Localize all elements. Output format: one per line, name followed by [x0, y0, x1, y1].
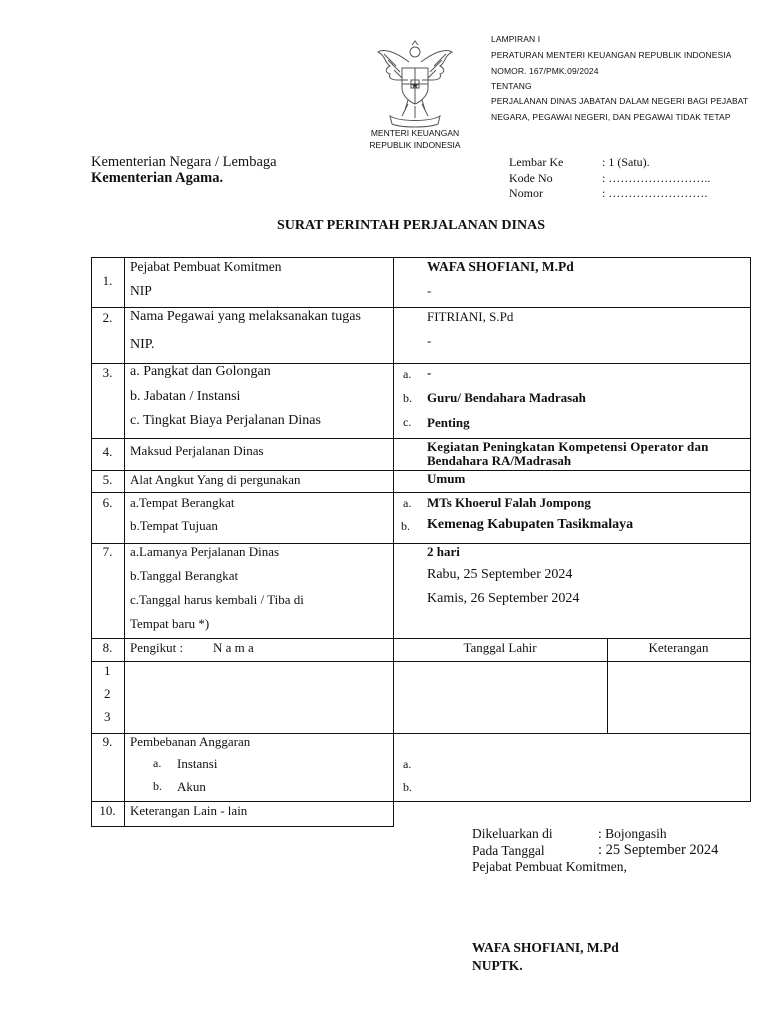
row-9-mark-b: b. — [403, 780, 412, 794]
row-3-mark-b: b. — [403, 391, 412, 405]
row-3-label-a: a. Pangkat dan Golongan — [130, 364, 271, 379]
row-8-number: 8. — [102, 640, 113, 655]
row-1-label-b: NIP — [130, 283, 152, 298]
row-3-value-a: - — [427, 365, 432, 380]
row-4-value-line1: Kegiatan Peningkatan Kompetensi Operator dan — [427, 439, 709, 454]
document-title: SURAT PERINTAH PERJALANAN DINAS — [277, 218, 545, 233]
issued-date-label: Pada Tanggal — [472, 843, 545, 858]
officer-title: Pejabat Pembuat Komitmen, — [472, 859, 627, 874]
row-9-number: 9. — [102, 734, 113, 749]
sheet-value: : 1 (Satu). — [602, 155, 650, 169]
row-6-value-b: Kemenag Kabupaten Tasikmalaya — [427, 517, 634, 532]
row-9-mark-a: a. — [403, 757, 412, 771]
row-3-mark-c: c. — [403, 415, 412, 429]
row-2-number: 2. — [102, 310, 113, 325]
row-6-label-a: a.Tempat Berangkat — [130, 495, 235, 510]
row-6-value-a: MTs Khoerul Falah Jompong — [427, 495, 591, 510]
follower-row-3-number: 3 — [104, 709, 111, 724]
number-label: Nomor — [509, 186, 543, 200]
regulation-line-5: PERJALANAN DINAS JABATAN DALAM NEGERI BAGI PEJABAT — [491, 96, 749, 106]
row-9-sub-b-mark: b. — [153, 779, 162, 793]
row-2-label-a: Nama Pegawai yang melaksanakan tugas — [130, 309, 361, 324]
row-9-label: Pembebanan Anggaran — [130, 734, 251, 749]
row-5-number: 5. — [102, 472, 113, 487]
row-1-value-a: WAFA SHOFIANI, M.Pd — [427, 259, 574, 274]
row-7-label-a: a.Lamanya Perjalanan Dinas — [130, 544, 280, 559]
agency-line2: Kementerian Agama. — [91, 170, 224, 186]
row-7-value-c: Kamis, 26 September 2024 — [427, 591, 580, 606]
row-6-number: 6. — [102, 495, 113, 510]
agency-line1: Kementerian Negara / Lembaga — [91, 154, 277, 170]
row-8-label: Pengikut : — [130, 640, 184, 655]
row-5-value: Umum — [427, 471, 466, 486]
code-value: : …………………….. — [602, 171, 711, 185]
row-3-label-b: b. Jabatan / Instansi — [130, 389, 241, 404]
row-2-value-b: - — [427, 333, 432, 348]
row-6-mark-b: b. — [401, 519, 410, 533]
row-7-value-b: Rabu, 25 September 2024 — [427, 567, 573, 582]
row-9-sub-a: Instansi — [177, 756, 218, 771]
code-label: Kode No — [509, 171, 553, 185]
row-7-value-a: 2 hari — [427, 544, 460, 559]
row-7-label-d: Tempat baru *) — [130, 616, 210, 631]
follower-name-header: N a m a — [213, 640, 254, 655]
regulation-line-3: NOMOR. 167/PMK.09/2024 — [491, 66, 599, 76]
row-3-mark-a: a. — [403, 367, 412, 381]
row-4-value-line2: Bendahara RA/Madrasah — [427, 453, 572, 468]
row-1-number: 1. — [102, 273, 113, 288]
emblem-caption-line2: REPUBLIK INDONESIA — [369, 140, 461, 150]
row-1-value-b: - — [427, 283, 432, 298]
row-10-label: Keterangan Lain - lain — [130, 803, 248, 818]
row-2-value-a: FITRIANI, S.Pd — [427, 309, 514, 324]
regulation-line-4: TENTANG — [491, 81, 532, 91]
row-1-label-a: Pejabat Pembuat Komitmen — [130, 259, 282, 274]
signer-name: WAFA SHOFIANI, M.Pd — [472, 940, 619, 955]
regulation-line-6: NEGARA, PEGAWAI NEGERI, DAN PEGAWAI TIDAK TETAP — [491, 112, 731, 122]
row-7-number: 7. — [102, 544, 113, 559]
row-2-label-b: NIP. — [130, 337, 155, 352]
issued-date-value: : 25 September 2024 — [598, 842, 719, 858]
follower-dob-header: Tanggal Lahir — [463, 640, 537, 655]
regulation-line-1: LAMPIRAN I — [491, 34, 541, 44]
emblem-caption-line1: MENTERI KEUANGAN — [370, 128, 460, 138]
garuda-emblem-icon — [372, 40, 458, 128]
row-7-label-b: b.Tanggal Berangkat — [130, 568, 239, 583]
row-4-label: Maksud Perjalanan Dinas — [130, 443, 264, 458]
row-3-number: 3. — [102, 365, 113, 380]
row-10-number: 10. — [99, 803, 116, 818]
row-4-number: 4. — [102, 444, 113, 459]
signer-id: NUPTK. — [472, 958, 523, 973]
follower-note-header: Keterangan — [648, 640, 709, 655]
row-3-label-c: c. Tingkat Biaya Perjalanan Dinas — [130, 413, 321, 428]
follower-row-1-number: 1 — [104, 663, 111, 678]
row-5-label: Alat Angkut Yang di pergunakan — [130, 472, 301, 487]
row-9-sub-a-mark: a. — [153, 756, 162, 770]
row-7-label-c: c.Tanggal harus kembali / Tiba di — [130, 592, 304, 607]
sppd-table — [91, 257, 750, 827]
number-value: : ……………………. — [602, 186, 708, 200]
row-9-sub-b: Akun — [177, 779, 206, 794]
row-6-label-b: b.Tempat Tujuan — [130, 518, 218, 533]
issued-place-value: : Bojongasih — [598, 826, 667, 841]
sheet-label: Lembar Ke — [509, 155, 564, 169]
row-3-value-c: Penting — [427, 415, 470, 430]
row-6-mark-a: a. — [403, 496, 412, 510]
row-3-value-b: Guru/ Bendahara Madrasah — [427, 390, 586, 405]
issued-place-label: Dikeluarkan di — [472, 826, 553, 841]
regulation-line-2: PERATURAN MENTERI KEUANGAN REPUBLIK INDONESIA — [491, 50, 732, 60]
follower-row-2-number: 2 — [104, 686, 111, 701]
